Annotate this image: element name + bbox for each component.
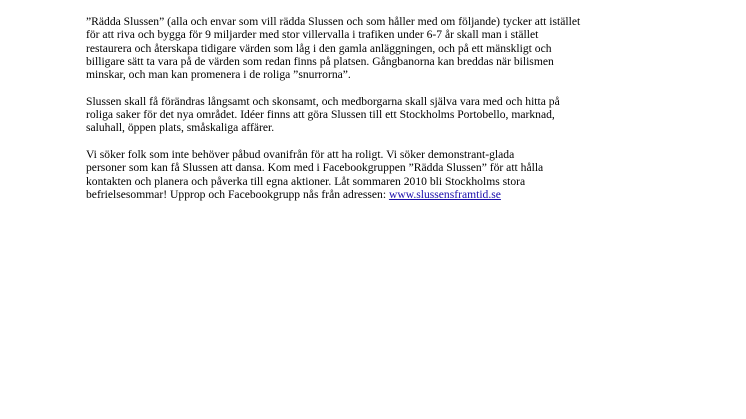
paragraph-intro: [86, 15, 686, 81]
text-line: personer som kan få Slussen att dansa. Kom med i Facebookgruppen ”Rädda Slussen” för att hålla: [86, 161, 544, 175]
document-body: [86, 15, 686, 201]
text-line: Vi söker folk som inte behöver påbud ovanifrån för att ha roligt. Vi söker demonstrant-glada: [86, 148, 515, 162]
text-line: Slussen skall få förändras långsamt och skonsamt, och medborgarna skall själva vara med och hitta på: [86, 94, 560, 108]
website-link[interactable]: www.slussensframtid.se: [388, 188, 501, 202]
paragraph-change: [86, 95, 686, 135]
text-line: roliga saker för det nya området. Idéer finns att göra Slussen till ett Stockholms Portobello, marknad,: [86, 108, 555, 122]
text-line: för att riva och bygga för 9 miljarder med stor villervalla i trafiken under 6-7 år skall man i stället: [86, 28, 539, 42]
text-line: billigare sätt ta vara på de värden som redan finns på platsen. Gångbanorna kan breddas när bilismen: [86, 54, 554, 68]
text-line: ”Rädda Slussen” (alla och envar som vill rädda Slussen och som håller med om följande) tycker att istället: [86, 15, 581, 28]
text-line: saluhall, öppen plats, småskaliga affärer.: [86, 121, 275, 135]
paragraph-call-to-action: [86, 148, 686, 201]
text-line: minskar, och man kan promenera i de roliga ”snurrorna”.: [86, 68, 351, 82]
text-line: restaurera och återskapa tidigare värden som låg i den gamla anläggningen, och på ett mänskligt och: [86, 41, 552, 55]
text-line: kontakten och planera och påverka till egna aktioner. Låt sommaren 2010 bli Stockholms stora: [86, 174, 526, 188]
text-line-with-link: [86, 188, 686, 201]
text-segment: befrielsesommar! Upprop och Facebookgrupp nås från adressen:: [86, 188, 389, 202]
